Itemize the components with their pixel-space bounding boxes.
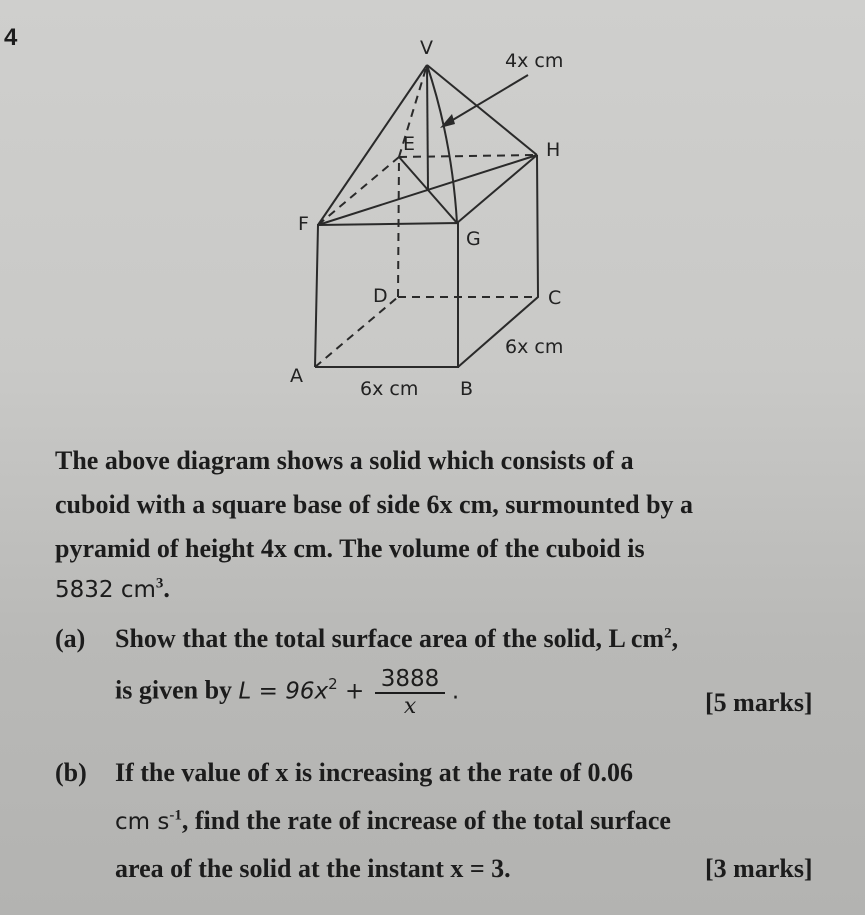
- part-a-exponent: 2: [664, 625, 672, 642]
- volume-exponent: 3: [155, 575, 164, 592]
- text-line-1: The above diagram shows a solid which consists of a: [55, 446, 634, 475]
- question-number: 4: [4, 24, 18, 51]
- fraction-denominator: x: [403, 694, 417, 719]
- label-E: E: [403, 133, 416, 155]
- part-b-line-2: [115, 806, 671, 836]
- fraction-numerator: 3888: [375, 666, 446, 694]
- label-A: A: [290, 365, 303, 387]
- volume-value: 5832 cm: [55, 577, 156, 603]
- formula-fraction: [375, 666, 446, 719]
- period: .: [163, 574, 170, 603]
- rate-unit: cm s: [115, 809, 170, 835]
- label-width: 6x cm: [360, 378, 419, 400]
- label-B: B: [460, 378, 474, 400]
- label-F: F: [298, 213, 309, 235]
- part-a-marks: [5 marks]: [705, 688, 813, 717]
- label-V: V: [420, 37, 433, 59]
- formula-lhs: L = 96x: [238, 678, 329, 705]
- label-G: G: [466, 228, 481, 250]
- comma: ,: [671, 624, 679, 653]
- label-height: 4x cm: [505, 50, 564, 72]
- part-a-line-1: [115, 624, 678, 654]
- text-line-2: cuboid with a square base of side 6x cm, surmounted by a: [55, 490, 694, 519]
- text-line-4: [55, 574, 170, 604]
- formula-plus: +: [337, 678, 365, 705]
- label-C: C: [548, 287, 562, 309]
- label-H: H: [546, 139, 561, 161]
- part-a-line-2: [115, 666, 459, 719]
- part-b-label: (b): [55, 758, 87, 787]
- rate-unit-exponent: -1: [169, 807, 182, 824]
- part-b-line-3: area of the solid at the instant x = 3.: [115, 854, 511, 883]
- text-line-3: pyramid of height 4x cm. The volume of the cuboid is: [55, 534, 645, 563]
- height-arrow: [446, 75, 528, 124]
- part-a-label: (a): [55, 624, 86, 653]
- label-depth: 6x cm: [505, 336, 564, 358]
- part-b-line-1: If the value of x is increasing at the rate of 0.06: [115, 758, 634, 787]
- part-a-given-by: is given by: [115, 675, 233, 705]
- formula-exponent: 2: [328, 674, 338, 693]
- part-a-text: Show that the total surface area of the solid, L cm: [115, 624, 665, 653]
- part-b-marks: [3 marks]: [705, 854, 813, 883]
- label-D: D: [373, 285, 388, 307]
- formula-period: .: [451, 678, 460, 705]
- part-b-text: , find the rate of increase of the total surface: [181, 806, 671, 835]
- solid-diagram: [0, 0, 865, 420]
